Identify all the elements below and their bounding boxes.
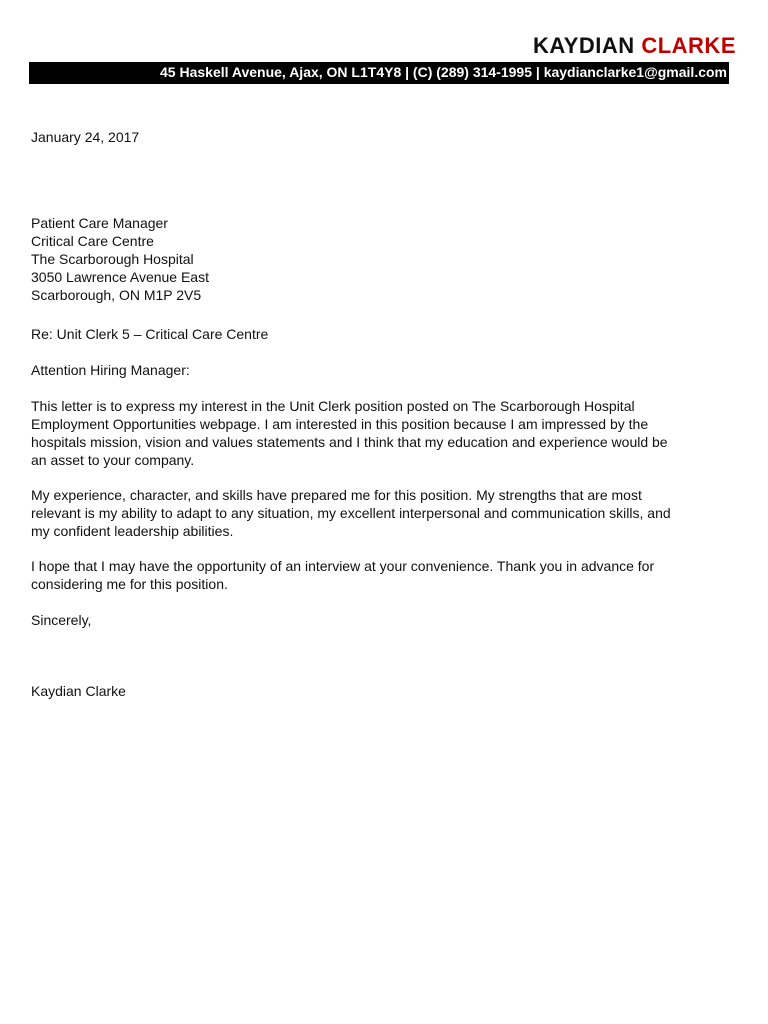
recipient-line: The Scarborough Hospital bbox=[31, 251, 194, 267]
paragraph-line: relevant is my ability to adapt to any situation, my excellent interpersonal and communication skills, and bbox=[31, 505, 671, 521]
paragraph-line: my confident leadership abilities. bbox=[31, 523, 234, 539]
recipient-line: Patient Care Manager bbox=[31, 215, 168, 231]
recipient-line: Critical Care Centre bbox=[31, 233, 154, 249]
letter-date bbox=[31, 128, 731, 146]
paragraph-line: an asset to your company. bbox=[31, 452, 195, 468]
body-paragraph-2 bbox=[31, 486, 731, 540]
paragraph-line: considering me for this position. bbox=[31, 576, 228, 592]
recipient-address bbox=[31, 214, 731, 304]
subject-text: Re: Unit Clerk 5 – Critical Care Centre bbox=[31, 326, 269, 342]
subject-line bbox=[31, 325, 731, 343]
signature-name bbox=[31, 682, 731, 700]
salutation-text: Attention Hiring Manager: bbox=[31, 362, 190, 378]
signature-text: Kaydian Clarke bbox=[31, 683, 126, 699]
last-name: CLARKE bbox=[641, 33, 736, 58]
paragraph-line: I hope that I may have the opportunity of an interview at your convenience. Thank you in advance for bbox=[31, 558, 655, 574]
letterhead-name bbox=[533, 33, 736, 59]
body-paragraph-3 bbox=[31, 557, 731, 593]
closing bbox=[31, 611, 731, 629]
body-paragraph-1 bbox=[31, 397, 731, 469]
paragraph-line: Employment Opportunities webpage. I am interested in this position because I am impressed by the bbox=[31, 416, 649, 432]
recipient-line: 3050 Lawrence Avenue East bbox=[31, 269, 209, 285]
salutation bbox=[31, 361, 731, 379]
contact-bar: 45 Haskell Avenue, Ajax, ON L1T4Y8 | (C) (289) 314-1995 | kaydianclarke1@gmail.com bbox=[29, 62, 729, 84]
closing-text: Sincerely, bbox=[31, 612, 92, 628]
paragraph-line: hospitals mission, vision and values statements and I think that my education and experience would be bbox=[31, 434, 668, 450]
date-text: January 24, 2017 bbox=[31, 129, 140, 145]
paragraph-line: This letter is to express my interest in the Unit Clerk position posted on The Scarborough Hospital bbox=[31, 398, 635, 414]
first-name: KAYDIAN bbox=[532, 33, 635, 58]
recipient-line: Scarborough, ON M1P 2V5 bbox=[31, 287, 202, 303]
paragraph-line: My experience, character, and skills have prepared me for this position. My strengths that are most bbox=[31, 487, 642, 503]
